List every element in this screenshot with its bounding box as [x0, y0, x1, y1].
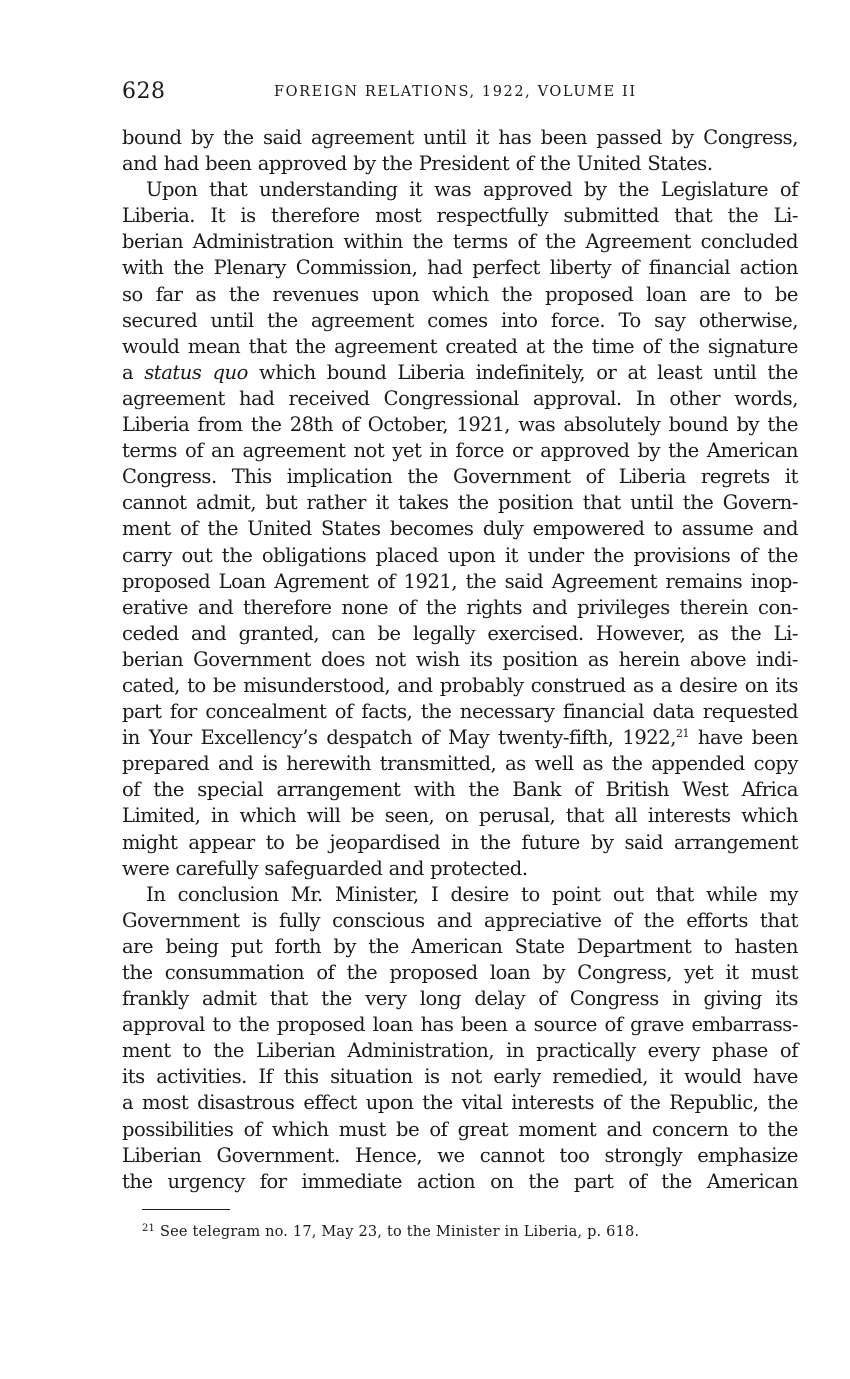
line-space	[248, 361, 259, 384]
text-line: with the Plenary Commission, had perfect liberty of financial action	[122, 256, 798, 280]
text-line: might appear to be jeopardised in the future by said arrangement	[122, 830, 798, 854]
text-line: secured until the agreement comes into force. To say otherwise,	[122, 308, 798, 332]
line-before-ref: in Your Excellency’s despatch of May twenty-fifth, 1922,	[122, 726, 676, 750]
paragraph-start-line: Upon that understanding it was approved by the Legislature of	[146, 178, 798, 202]
text-line: and had been approved by the President of the United States.	[122, 152, 713, 176]
text-line: proposed Loan Agrement of 1921, the said Agreement remains inop-	[122, 569, 798, 593]
text-line: would mean that the agreement created at the time of the signature	[122, 334, 798, 358]
text-line: cannot admit, but rather it takes the position that until the Govern-	[122, 491, 798, 515]
text-line: Liberian Government. Hence, we cannot too strongly emphasize	[122, 1143, 798, 1167]
text-line-status-quo	[122, 360, 798, 386]
text-line: the urgency for immediate action on the part of the American	[122, 1169, 798, 1193]
text-line: its activities. If this situation is not early remedied, it would have	[122, 1065, 798, 1089]
text-line: erative and therefore none of the rights and privileges therein con-	[122, 595, 798, 619]
page-number: 628	[122, 79, 166, 104]
text-line: part for concealment of facts, the necessary financial data requested	[122, 700, 798, 724]
footnote-reference: 21	[675, 727, 690, 741]
text-line: prepared and is herewith transmitted, as well as the appended copy	[122, 752, 798, 776]
text-line: cated, to be misunderstood, and probably construed as a desire on its	[122, 673, 798, 697]
text-line: ment to the Liberian Administration, in practically every phase of	[122, 1039, 798, 1063]
text-line: possibilities of which must be of great moment and concern to the	[122, 1117, 798, 1141]
text-line: berian Government does not wish its position as herein above indi-	[122, 647, 798, 671]
text-line: frankly admit that the very long delay of Congress in giving its	[122, 987, 798, 1011]
italic-phrase: status quo	[144, 360, 248, 384]
text-line: of the special arrangement with the Bank of British West Africa	[122, 778, 798, 802]
text-line: approval to the proposed loan has been a source of grave embarrass-	[122, 1013, 798, 1037]
text-line: ceded and granted, can be legally exercised. However, as the Li-	[122, 621, 798, 645]
text-line: agreement had received Congressional approval. In other words,	[122, 386, 798, 410]
running-header	[122, 78, 798, 106]
text-line: bound by the said agreement until it has been passed by Congress,	[122, 126, 798, 149]
text-line: are being put forth by the American State Department to hasten	[122, 934, 798, 958]
paragraph-start-line: In conclusion Mr. Minister, I desire to point out that while my	[146, 882, 798, 906]
text-line: the consummation of the proposed loan by Congress, yet it must	[122, 961, 798, 984]
text-line: ment of the United States becomes duly empowered to assume and	[122, 517, 798, 541]
text-line: Congress. This implication the Government of Liberia regrets it	[122, 465, 798, 489]
footnote-number: 21	[142, 1223, 156, 1234]
text-line: Liberia. It is therefore most respectfully submitted that the Li-	[122, 204, 798, 228]
text-line: carry out the obligations placed upon it under the provisions of the	[122, 543, 798, 567]
text-line: Government is fully conscious and appreciative of the efforts that	[122, 908, 798, 932]
line-rest: which bound Liberia indefinitely, or at least until the	[259, 360, 798, 384]
footnote-divider	[142, 1209, 230, 1210]
footnote-text: See telegram no. 17, May 23, to the Minister in Liberia, p. 618.	[159, 1224, 640, 1240]
text-line: Limited, in which will be seen, on perusal, that all interests which	[122, 804, 798, 828]
text-line: were carefully safeguarded and protected.	[122, 856, 528, 880]
running-title: FOREIGN RELATIONS, 1922, VOLUME II	[274, 84, 637, 100]
text-line: Liberia from the 28th of October, 1921, was absolutely bound by the	[122, 413, 798, 437]
text-line: so far as the revenues upon which the proposed loan are to be	[122, 282, 798, 306]
body-text	[122, 125, 798, 1195]
text-line-with-footnote-ref	[122, 725, 798, 751]
text-line: a most disastrous effect upon the vital interests of the Republic, the	[122, 1091, 798, 1115]
text-line: berian Administration within the terms of the Agreement concluded	[122, 230, 798, 254]
line-prefix: a	[122, 360, 145, 384]
line-after-ref: have been	[697, 726, 799, 750]
text-line: terms of an agreement not yet in force or approved by the American	[122, 439, 798, 463]
footnote	[142, 1221, 639, 1243]
